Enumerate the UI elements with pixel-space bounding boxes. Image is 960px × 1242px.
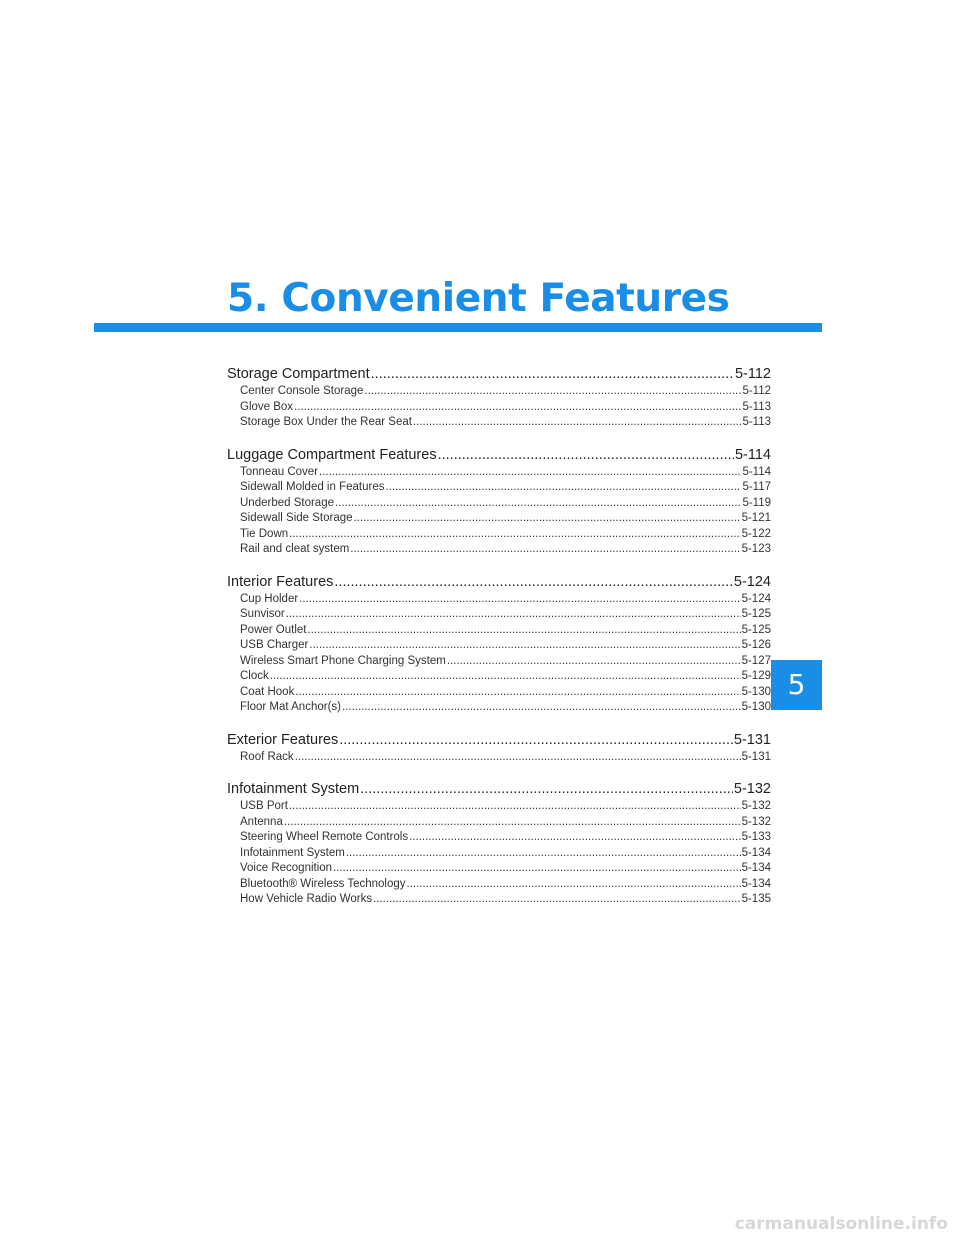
toc-section-title: Storage Compartment [227, 366, 370, 382]
toc-item-page: 5-134 [741, 877, 771, 890]
dot-leader [339, 730, 733, 750]
toc-item[interactable] [227, 592, 771, 608]
toc-item-title: Rail and cleat system [240, 543, 350, 555]
toc-section[interactable] [227, 730, 771, 750]
toc-section[interactable] [227, 364, 771, 384]
toc-item-title: Storage Box Under the Rear Seat [240, 416, 412, 428]
toc-section-title: Interior Features [227, 573, 334, 590]
toc-item[interactable] [227, 542, 771, 558]
dot-leader [335, 496, 741, 512]
dot-leader [270, 669, 741, 685]
toc-item-title: Power Outlet [240, 623, 307, 636]
dot-leader [354, 511, 741, 527]
toc-item[interactable] [227, 384, 771, 400]
toc-item[interactable] [227, 527, 771, 543]
dot-leader [289, 799, 741, 815]
toc-item[interactable] [227, 815, 771, 831]
toc-item-page: 5-114 [742, 465, 771, 478]
toc-section-title: Exterior Features [227, 731, 339, 748]
toc-item[interactable] [227, 685, 771, 701]
dot-leader [284, 815, 741, 831]
dot-leader [309, 638, 740, 654]
dot-leader [295, 685, 740, 701]
toc-item-page: 5-130 [741, 685, 771, 698]
toc-item-page: 5-130 [741, 701, 771, 713]
chapter-tab: 5 [771, 660, 822, 710]
toc-item[interactable] [227, 496, 771, 512]
dot-leader [319, 465, 741, 481]
toc-item-page: 5-123 [741, 543, 771, 555]
chapter-title: 5. Convenient Features [227, 276, 730, 321]
toc-item[interactable] [227, 669, 771, 685]
toc-item-page: 5-112 [742, 385, 771, 397]
toc-item[interactable] [227, 846, 771, 862]
toc-item-page: 5-134 [741, 846, 771, 859]
toc-item[interactable] [227, 607, 771, 623]
toc-item-title: Coat Hook [240, 685, 295, 698]
toc-item[interactable] [227, 623, 771, 639]
dot-leader [409, 830, 740, 846]
toc-item-title: USB Charger [240, 639, 309, 651]
dot-leader [346, 846, 741, 862]
toc-item-page: 5-122 [741, 527, 771, 540]
toc-item-page: 5-132 [741, 800, 771, 812]
dot-leader [307, 623, 740, 639]
dot-leader [294, 400, 741, 416]
toc-item-title: Glove Box [240, 400, 294, 413]
toc-item-page: 5-119 [742, 496, 771, 509]
toc-item-page: 5-127 [741, 654, 771, 667]
dot-leader [295, 750, 741, 766]
toc-section-title: Luggage Compartment Features [227, 446, 437, 463]
toc-item-page: 5-129 [741, 670, 771, 682]
toc-item-title: Sunvisor [240, 608, 285, 620]
toc-section[interactable] [227, 779, 771, 799]
toc-item-page: 5-125 [741, 608, 771, 620]
dot-leader [360, 779, 733, 799]
toc-item[interactable] [227, 750, 771, 766]
toc-section-title: Infotainment System [227, 781, 360, 797]
toc-section-page: 5-114 [734, 446, 771, 463]
dot-leader [447, 654, 741, 670]
toc-item-title: Infotainment System [240, 846, 345, 859]
toc-item-title: Cup Holder [240, 592, 299, 605]
toc-section-page: 5-112 [734, 366, 771, 382]
toc-item-title: Antenna [240, 815, 283, 828]
toc-item-title: Voice Recognition [240, 862, 333, 874]
dot-leader [286, 607, 741, 623]
toc-item-page: 5-133 [741, 831, 771, 843]
toc-item-page: 5-126 [741, 639, 771, 651]
toc-item[interactable] [227, 861, 771, 877]
toc-section-page: 5-124 [733, 573, 771, 590]
toc-item-title: Bluetooth® Wireless Technology [240, 877, 406, 890]
dot-leader [289, 527, 740, 543]
toc-item-page: 5-125 [741, 623, 771, 636]
toc-item-title: Steering Wheel Remote Controls [240, 831, 409, 843]
dot-leader [342, 700, 741, 716]
toc-item-title: Underbed Storage [240, 496, 334, 509]
toc-section[interactable] [227, 572, 771, 592]
toc-item-title: Roof Rack [240, 750, 294, 763]
dot-leader [413, 415, 741, 431]
toc-item[interactable] [227, 654, 771, 670]
toc-section-page: 5-132 [733, 781, 771, 797]
toc-item-title: USB Port [240, 800, 288, 812]
toc-item-title: How Vehicle Radio Works [240, 893, 373, 905]
toc-item-title: Wireless Smart Phone Charging System [240, 654, 446, 667]
toc-item[interactable] [227, 892, 771, 908]
toc-item-page: 5-117 [742, 481, 771, 493]
dot-leader [373, 892, 740, 908]
toc-item[interactable] [227, 480, 771, 496]
toc-section[interactable] [227, 445, 771, 465]
toc-item[interactable] [227, 400, 771, 416]
toc-item-title: Floor Mat Anchor(s) [240, 701, 341, 713]
dot-leader [438, 445, 734, 465]
toc-item-page: 5-121 [741, 512, 771, 524]
dot-leader [364, 384, 741, 400]
toc-item-title: Tonneau Cover [240, 465, 318, 478]
toc-item-page: 5-124 [741, 592, 771, 605]
dot-leader [333, 861, 741, 877]
toc-section-page: 5-131 [733, 731, 771, 748]
dot-leader [299, 592, 740, 608]
toc-item[interactable] [227, 511, 771, 527]
toc-item-page: 5-135 [741, 893, 771, 905]
dot-leader [407, 877, 741, 893]
dot-leader [334, 572, 733, 592]
toc-item-title: Clock [240, 670, 269, 682]
toc-item-page: 5-131 [741, 750, 771, 763]
toc-item[interactable] [227, 700, 771, 716]
toc-item-title: Sidewall Side Storage [240, 512, 353, 524]
toc-item-page: 5-113 [742, 416, 771, 428]
toc-item-title: Center Console Storage [240, 385, 364, 397]
toc-item-title: Tie Down [240, 527, 289, 540]
dot-leader [350, 542, 740, 558]
toc-item[interactable] [227, 877, 771, 893]
toc-item[interactable] [227, 830, 771, 846]
dot-leader [385, 480, 741, 496]
toc-item[interactable] [227, 415, 771, 431]
title-divider [94, 323, 822, 332]
table-of-contents [227, 364, 771, 908]
watermark: carmanualsonline.info [734, 1214, 948, 1234]
toc-item[interactable] [227, 799, 771, 815]
toc-item[interactable] [227, 465, 771, 481]
dot-leader [371, 364, 734, 384]
toc-item[interactable] [227, 638, 771, 654]
toc-item-page: 5-134 [741, 862, 771, 874]
toc-item-page: 5-132 [741, 815, 771, 828]
toc-item-page: 5-113 [742, 400, 771, 413]
toc-item-title: Sidewall Molded in Features [240, 481, 385, 493]
